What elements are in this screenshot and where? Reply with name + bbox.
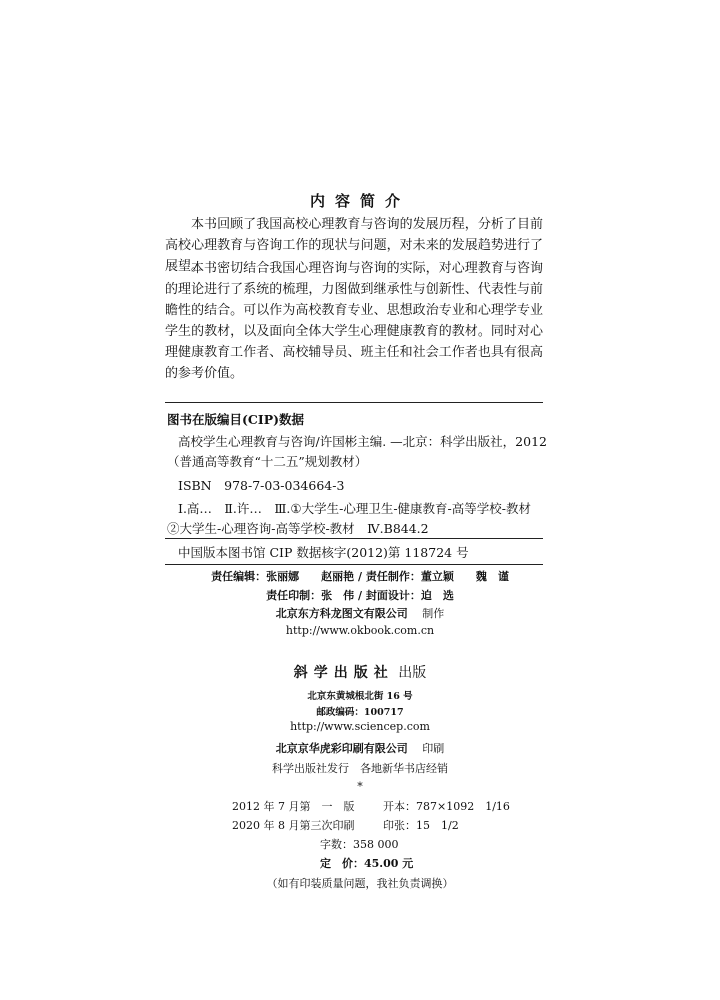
separator-star: * [357,780,363,793]
publisher-postcode: 邮政编码：100717 [316,707,404,718]
credits-print-cover: 责任印制：张 伟 / 封面设计：迫 选 [266,589,454,602]
cip-classification-2: ②大学生-心理咨询-高等学校-教材 Ⅳ.B844.2 [167,521,429,536]
intro-paragraph-2: 本书密切结合我国心理咨询与咨询的实际，对心理教育与咨询的理论进行了系统的梳理，力图做到继承性与创新性、代表性与前瞻性的结合。可以作为高校教育专业、思想政治专业和心理学专业学生的教材，以及面向全体大学生心理健康教育的教材。同时对心理健康教育工作者、高校辅导员、班主任和社会工作者也具有很高的参考价值。 [165,261,543,381]
intro-title: 内容简介 [309,192,410,210]
cip-bottom-rule [165,564,543,565]
printer-name: 北京京华虎彩印刷有限公司 [275,742,408,755]
third-printing: 2020 年 8 月第三次印刷 [232,819,355,832]
publisher-suffix: 出版 [398,665,427,681]
cip-mid-rule [165,538,543,539]
publisher-name: 斜学出版社 [293,665,394,681]
first-edition: 2012 年 7 月第 一 版 [232,800,355,813]
quality-notice: （如有印装质量问题，我社负责调换） [266,877,454,890]
printer-suffix: 印刷 [422,742,445,755]
price: 定 价：45.00 元 [320,857,414,870]
cip-top-rule [165,402,543,403]
publisher-url: http://www.sciencep.com [290,720,430,733]
cip-number: 中国版本图书馆 CIP 数据核字(2012)第 118724 号 [178,545,469,560]
cip-title-line: 高校学生心理教育与咨询/许国彬主编. —北京：科学出版社，2012 [178,434,547,449]
publisher-address: 北京东黄城根北街 16 号 [307,691,413,702]
distribution-line: 科学出版社发行 各地新华书店经销 [272,762,448,775]
cip-heading: 图书在版编目(CIP)数据 [167,412,305,427]
maker-url: http://www.okbook.com.cn [285,624,435,637]
cip-classification-1: Ⅰ.高… Ⅱ.许… Ⅲ.①大学生-心理卫生-健康教育-高等学校-教材 [178,501,532,516]
maker-suffix: 制作 [422,607,445,620]
credits-maker-line [0,605,720,621]
cip-isbn: ISBN 978-7-03-034664-3 [178,478,345,493]
publisher-line [0,662,720,682]
cip-series-line: （普通高等教育“十二五”规划教材） [167,454,368,469]
printed-sheets: 印张：15 1/2 [383,819,459,832]
book-format: 开本：787×1092 1/16 [383,800,510,813]
printer-line [0,740,720,756]
intro-paragraph-1: 本书回顾了我国高校心理教育与咨询的发展历程，分析了目前高校心理教育与咨询工作的现状与问题，对未来的发展趋势进行了展望。 [165,217,543,274]
maker-name: 北京东方科龙图文有限公司 [275,607,408,620]
credits-editors: 责任编辑：张丽娜 赵丽艳 / 责任制作：董立颖 魏 谨 [211,570,509,583]
word-count: 字数：358 000 [320,838,399,851]
